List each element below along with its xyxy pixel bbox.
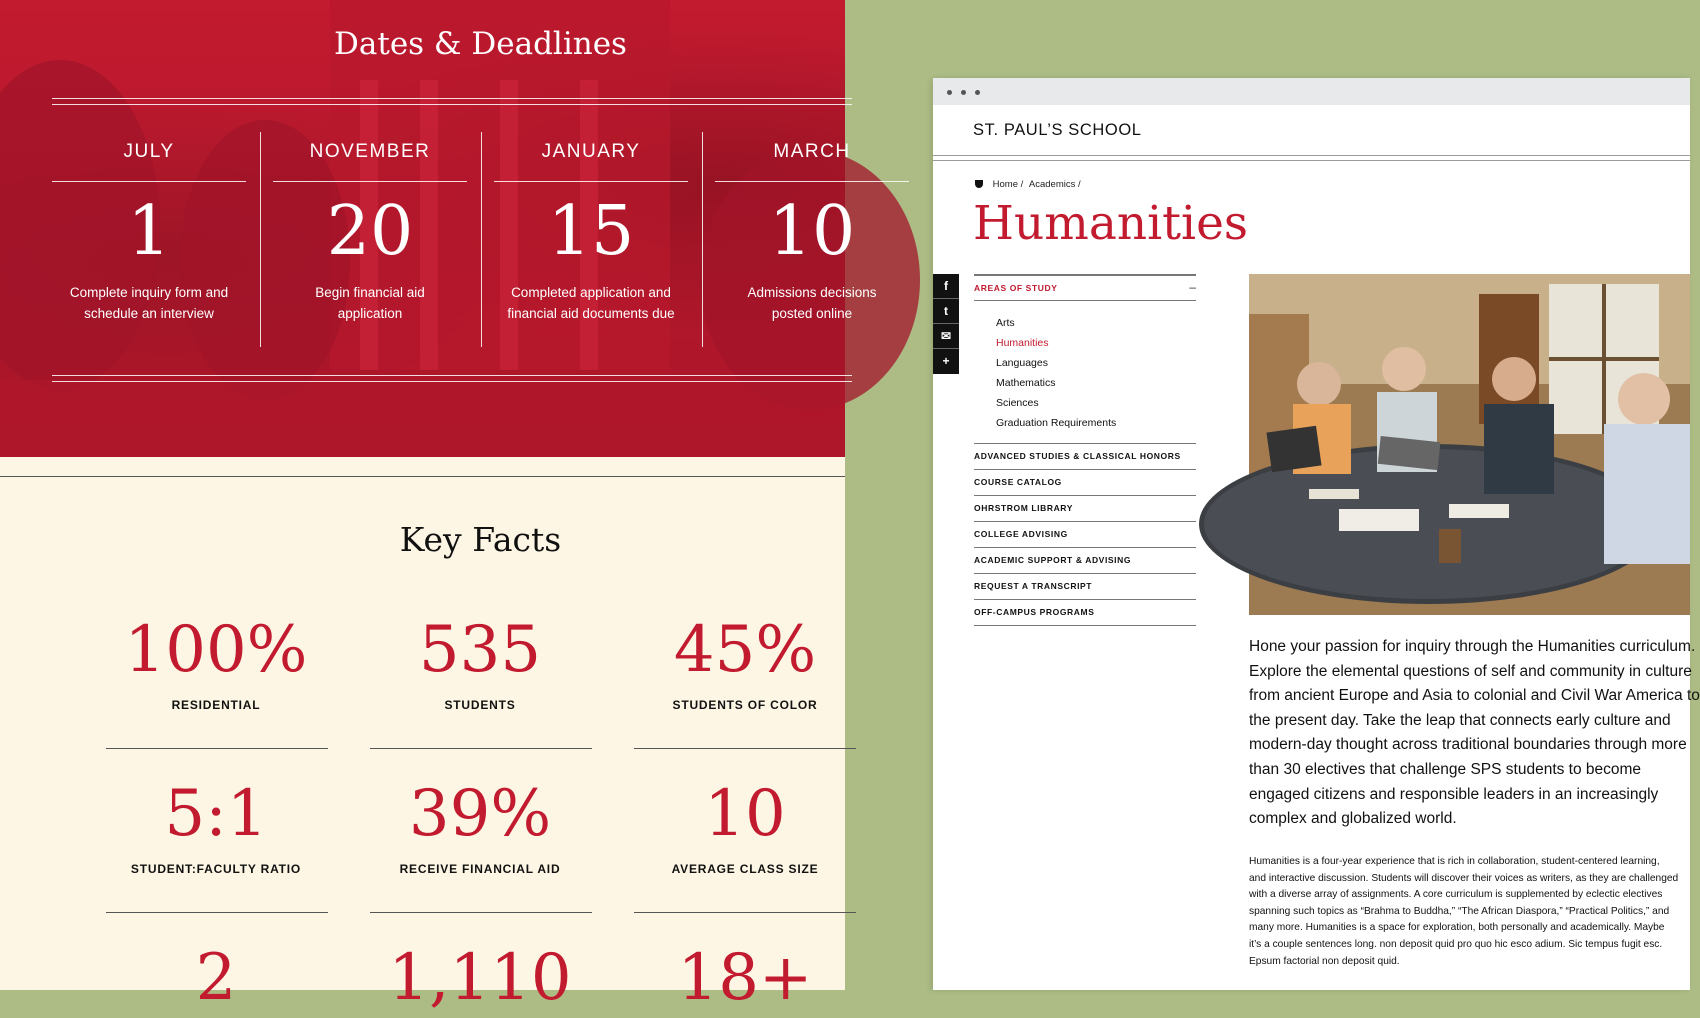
body-paragraph: Humanities is a four-year experience that is rich in collaboration, student-centered learning, and interactive discussion. Students will discover their voices as writers, as they are challenged with a diverse array of assignments. A core curriculum is supplemented by eclectic electives spanning such topics as “Brahma to Buddha,” “The African Diaspora,” “Practical Politics,” and many more. Humanities is a space for exploration, both personally and academically. Maybe it’s a couple sentences long. non deposit quid pro quo hic esco adium. Sic tempus fugit esc. Epsum factorial non deposit quid. bbox=[1249, 856, 1679, 967]
collapse-icon[interactable]: – bbox=[1189, 280, 1196, 294]
fact-class-size: 10 AVERAGE CLASS SIZE bbox=[671, 777, 819, 876]
sidebar-item-humanities[interactable]: Humanities bbox=[996, 337, 1049, 349]
dates-hero bbox=[0, 0, 877, 457]
sidebar-item-languages[interactable]: Languages bbox=[996, 357, 1048, 369]
sidebar-item-off-campus[interactable]: OFF-CAMPUS PROGRAMS bbox=[974, 599, 1196, 626]
fact-financial-aid: 39% RECEIVE FINANCIAL AID bbox=[399, 777, 561, 876]
plus-icon[interactable]: + bbox=[933, 349, 959, 374]
shield-icon bbox=[975, 180, 983, 188]
sidebar-item-graduation[interactable]: Graduation Requirements bbox=[996, 417, 1117, 429]
window-dot-icon[interactable] bbox=[961, 90, 966, 95]
date-july: JULY 1 Complete inquiry form and schedule an interview bbox=[52, 133, 246, 324]
sidebar-item-academic-support[interactable]: ACADEMIC SUPPORT & ADVISING bbox=[974, 547, 1196, 573]
fact-ratio: 5:1 STUDENT:FACULTY RATIO bbox=[130, 777, 302, 876]
sidebar-item-advanced-studies[interactable]: ADVANCED STUDIES & CLASSICAL HONORS bbox=[974, 443, 1196, 469]
areas-of-study-toggle[interactable]: AREAS OF STUDY – bbox=[974, 274, 1196, 301]
email-icon[interactable]: ✉ bbox=[933, 324, 959, 349]
sidebar-item-course-catalog[interactable]: COURSE CATALOG bbox=[974, 469, 1196, 495]
browser-window bbox=[933, 78, 1700, 990]
facebook-icon[interactable]: f bbox=[933, 274, 959, 299]
classroom-image bbox=[1249, 274, 1690, 615]
sidebar-item-library[interactable]: OHRSTROM LIBRARY bbox=[974, 495, 1196, 521]
sidebar-nav bbox=[974, 274, 1196, 626]
lead-paragraph: Hone your passion for inquiry through the Humanities curriculum. Explore the elemental questions of self and community in culture from ancient Europe and Asia to colonial and Civil War America to the present day. Take the leap that connects early culture and modern-day thought across traditional boundaries through more than 30 electives that challenge SPS students to become engaged citizens and responsible leaders in an increasingly complex and globalized world. bbox=[1249, 638, 1700, 828]
key-facts-title: Key Facts bbox=[399, 520, 562, 559]
sidebar-item-sciences[interactable]: Sciences bbox=[996, 397, 1039, 409]
twitter-icon[interactable]: t bbox=[933, 299, 959, 324]
site-logo[interactable]: ST. PAUL’S SCHOOL bbox=[973, 121, 1142, 139]
classroom-photo bbox=[1249, 274, 1690, 615]
sidebar-item-mathematics[interactable]: Mathematics bbox=[996, 377, 1056, 389]
breadcrumb bbox=[975, 179, 1081, 190]
fact-students-of-color: 45% STUDENTS OF COLOR bbox=[672, 613, 818, 712]
fact-row3-3: 18+ bbox=[677, 941, 813, 1015]
sidebar-item-transcript[interactable]: REQUEST A TRANSCRIPT bbox=[974, 573, 1196, 599]
date-november: NOVEMBER 20 Begin financial aid application bbox=[273, 133, 467, 324]
fact-residential: 100% RESIDENTIAL bbox=[124, 613, 308, 712]
fact-row3-2: 1,110 bbox=[388, 941, 572, 1015]
breadcrumb-academics[interactable]: Academics / bbox=[1028, 179, 1081, 190]
page-title: Humanities bbox=[973, 196, 1249, 251]
breadcrumb-home[interactable]: Home / bbox=[992, 179, 1024, 190]
date-march: MARCH 10 Admissions decisions posted online bbox=[715, 133, 909, 324]
areas-of-study-list bbox=[974, 301, 1196, 443]
fact-students: 535 STUDENTS bbox=[418, 613, 542, 712]
dates-title: Dates & Deadlines bbox=[334, 26, 627, 62]
date-january: JANUARY 15 Completed application and financial aid documents due bbox=[494, 133, 688, 324]
window-dot-icon[interactable] bbox=[947, 90, 952, 95]
window-dot-icon[interactable] bbox=[975, 90, 980, 95]
browser-chrome bbox=[933, 78, 1690, 105]
sidebar-item-arts[interactable]: Arts bbox=[996, 317, 1015, 329]
fact-row3-1: 2 bbox=[195, 941, 237, 1015]
sidebar-item-college-advising[interactable]: COLLEGE ADVISING bbox=[974, 521, 1196, 547]
